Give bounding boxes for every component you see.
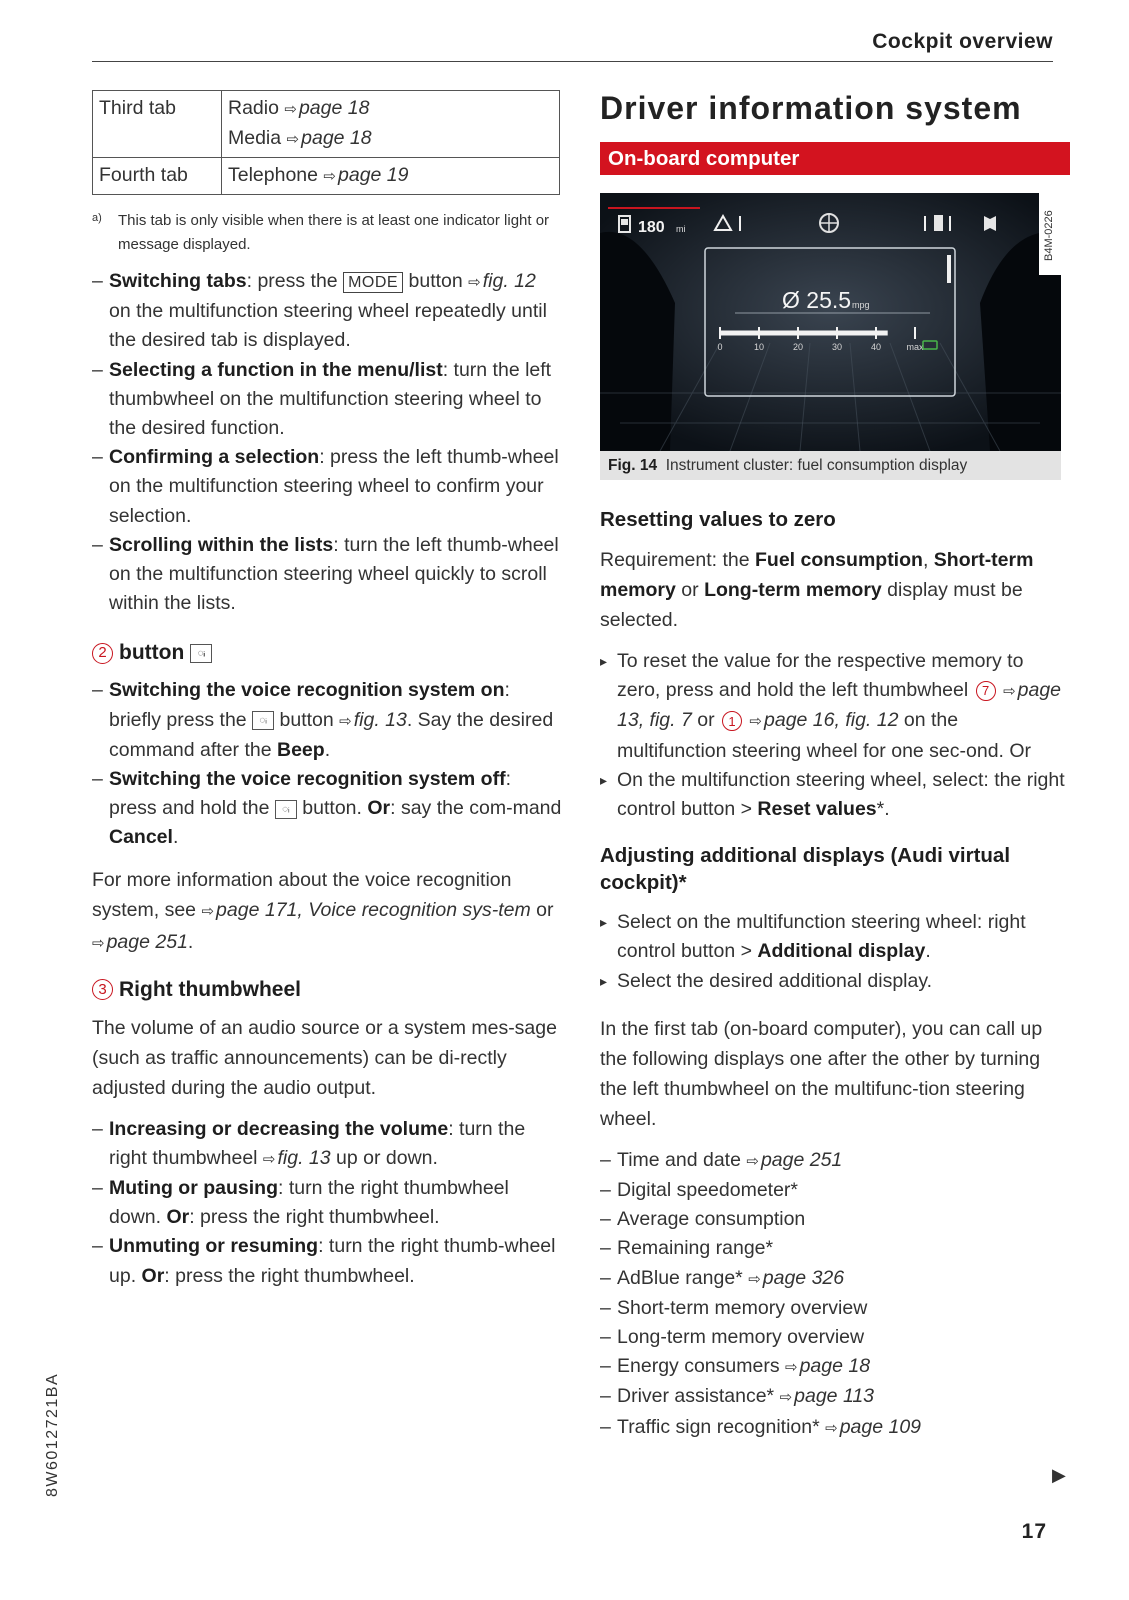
list-item: – Remaining range* xyxy=(600,1234,1070,1263)
list-item: ▸ Select on the multifunction steering wheel: right control button > Additional display. xyxy=(600,908,1070,966)
table-cell-functions xyxy=(222,91,560,158)
continue-arrow-icon: ▶ xyxy=(1052,1465,1066,1485)
page-reference[interactable]: ⇨ page 16, fig. 12 xyxy=(749,709,899,732)
function-label: Telephone xyxy=(228,164,318,186)
mode-key-icon: MODE xyxy=(343,272,403,293)
scale-label: 40 xyxy=(870,342,882,352)
arrow-right-icon: ⇨ xyxy=(284,101,297,118)
page-reference[interactable]: ⇨ page 18 xyxy=(284,97,370,119)
figure-reference[interactable]: ⇨ fig. 13 xyxy=(262,1146,331,1169)
page-reference[interactable]: ⇨ page 19 xyxy=(323,164,409,186)
list-item: – Digital speedometer* xyxy=(600,1176,1070,1205)
function-label: Media xyxy=(228,127,282,149)
page-reference[interactable]: ⇨ page 171, Voice recognition sys-tem xyxy=(201,898,531,921)
consumption-value: Ø 25.5 xyxy=(782,287,852,313)
figure-reference[interactable]: ⇨ fig. 13 xyxy=(339,708,407,731)
arrow-right-icon: ⇨ xyxy=(746,1152,759,1170)
list-item: – Energy consumers ⇨ page 18 xyxy=(600,1352,1070,1382)
arrow-right-icon: ⇨ xyxy=(468,274,481,291)
scale-label: 0 xyxy=(717,342,723,352)
right-column xyxy=(600,90,1070,1443)
volume-list xyxy=(92,1115,562,1291)
running-header: Cockpit overview xyxy=(872,30,1053,53)
figure-fuel-consumption xyxy=(600,193,1061,480)
list-item: – Scrolling within the lists: turn the left thumb-wheel on the multifunction steering wheel quickly to scroll within the lists. xyxy=(92,531,562,619)
figure-reference[interactable]: ⇨ fig. 12 xyxy=(468,270,536,292)
phone-icon xyxy=(934,215,943,231)
list-item: – Confirming a selection: press the left thumb-wheel on the multifunction steering wheel to confirm your selection. xyxy=(92,443,562,531)
page-reference[interactable]: ⇨ page 18 xyxy=(785,1355,871,1378)
page-reference[interactable]: ⇨ page 109 xyxy=(825,1415,922,1438)
voice-button-icon: ◌ᵢ xyxy=(252,711,274,730)
instrument-cluster-image xyxy=(600,193,1061,451)
list-item: ▸ To reset the value for the respective memory to zero, press and hold the left thumbwheel 7 ⇨ page 13, fig. 7 or 1 ⇨ page 16, fig. 12 on the multifunction steering wheel for one sec-ond. Or xyxy=(600,647,1070,766)
callout-number-icon: 3 xyxy=(92,979,113,1000)
list-item: – Time and date ⇨ page 251 xyxy=(600,1146,1070,1176)
list-item: – Switching tabs: press the MODE button ⇨ fig. 12 on the multifunction steering wheel repeatedly until the desired tab is displayed. xyxy=(92,267,562,356)
page-reference[interactable]: ⇨ page 326 xyxy=(748,1266,845,1289)
scale-label: 20 xyxy=(792,342,804,352)
arrow-right-icon: ⇨ xyxy=(92,934,105,952)
footnote-mark: a) xyxy=(92,212,102,224)
arrow-right-icon: ⇨ xyxy=(779,1389,793,1407)
arrow-right-icon: ⇨ xyxy=(286,131,300,148)
range-unit: mi xyxy=(676,224,686,234)
list-item: – Long-term memory overview xyxy=(600,1323,1070,1352)
voice-more-info: For more information about the voice recognition system, see ⇨ page 171, Voice recognition sys-tem or ⇨ page 251. xyxy=(92,868,554,953)
arrow-right-icon: ⇨ xyxy=(201,902,215,920)
callout-number-icon: 2 xyxy=(92,643,113,664)
page-reference[interactable]: ⇨ page 251 xyxy=(746,1148,843,1171)
arrow-right-icon: ⇨ xyxy=(749,713,762,731)
page-number: 17 xyxy=(1021,1520,1047,1543)
table-footnote xyxy=(92,209,562,257)
section-title: Driver information system xyxy=(600,90,1022,126)
button-section-heading: 2 button ◌ᵢ xyxy=(92,638,562,668)
table-row xyxy=(93,91,560,158)
left-column xyxy=(92,90,562,1291)
arrow-right-icon: ⇨ xyxy=(825,1419,838,1437)
tabs-table xyxy=(92,90,560,195)
list-item: – Selecting a function in the menu/list: turn the left thumbwheel on the multifunction steering wheel to the desired function. xyxy=(92,356,562,444)
document-code: 8W6012721BA xyxy=(44,1372,61,1497)
table-row xyxy=(93,158,560,195)
page-reference[interactable]: ⇨ page 251 xyxy=(92,930,188,953)
instrument-cluster-illustration xyxy=(600,193,1061,451)
thumbwheel-section-heading: 3 Right thumbwheel xyxy=(92,975,562,1005)
list-item: – Short-term memory overview xyxy=(600,1294,1070,1323)
list-item: – Average consumption xyxy=(600,1205,1070,1234)
voice-list xyxy=(92,676,562,852)
list-item: – Unmuting or resuming: turn the right thumb-wheel up. Or: press the right thumbwheel. xyxy=(92,1232,562,1290)
list-item: – Switching the voice recognition system on: briefly press the ◌ᵢ button ⇨ fig. 13. Say the desired command after the Beep. xyxy=(92,676,562,765)
list-item: – Driver assistance* ⇨ page 113 xyxy=(600,1382,1070,1412)
image-code-box: B4M-0226 xyxy=(1039,193,1061,275)
adjusting-steps xyxy=(600,908,1070,996)
additional-displays-list xyxy=(600,1146,1070,1443)
figure-caption: Fig. 14 Instrument cluster: fuel consumption display xyxy=(600,451,1061,480)
arrow-right-icon: ⇨ xyxy=(785,1359,798,1377)
section-bar: On-board computer xyxy=(600,142,1070,175)
list-item: – Increasing or decreasing the volume: turn the right thumbwheel ⇨ fig. 13 up or down. xyxy=(92,1115,562,1174)
list-item: – AdBlue range* ⇨ page 326 xyxy=(600,1264,1070,1294)
consumption-unit: mpg xyxy=(852,300,870,310)
footnote-text: This tab is only visible when there is at least one indicator light or message displayed. xyxy=(118,212,550,253)
callout-number-icon: 1 xyxy=(722,711,742,731)
header-rule xyxy=(92,61,1053,62)
list-item: – Switching the voice recognition system off: press and hold the ◌ᵢ button. Or: say the com-mand Cancel. xyxy=(92,765,562,853)
scale-label: 30 xyxy=(831,342,843,352)
tab-operation-list xyxy=(92,267,562,618)
table-cell-functions xyxy=(222,158,560,195)
thumbwheel-intro: The volume of an audio source or a system mes-sage (such as traffic announcements) can be di-rectly adjusted during the audio output. xyxy=(92,1016,557,1099)
resetting-heading: Resetting values to zero xyxy=(600,508,836,531)
table-cell-tab: Fourth tab xyxy=(93,158,222,195)
page-reference[interactable]: ⇨ page 13, fig. 7 xyxy=(617,679,1062,732)
voice-button-icon: ◌ᵢ xyxy=(190,644,212,663)
list-item: ▸ On the multifunction steering wheel, select: the right control button > Reset values*. xyxy=(600,766,1070,824)
arrow-right-icon: ⇨ xyxy=(748,1270,761,1288)
arrow-right-icon: ⇨ xyxy=(339,712,352,730)
scale-label: 10 xyxy=(753,342,765,352)
displays-intro: In the first tab (on-board computer), you can call up the following displays one after the other by turning the left thumbwheel on the multifunc-tion steering wheel. xyxy=(600,1017,1043,1130)
resetting-steps xyxy=(600,647,1070,824)
page-reference[interactable]: ⇨ page 18 xyxy=(286,127,372,149)
list-item: – Traffic sign recognition* ⇨ page 109 xyxy=(600,1413,1070,1443)
page-reference[interactable]: ⇨ page 113 xyxy=(779,1385,875,1408)
table-cell-tab: Third tab xyxy=(93,91,222,158)
range-value: 180 xyxy=(638,219,665,236)
voice-button-icon: ◌ᵢ xyxy=(275,800,297,819)
resetting-requirement: Requirement: the Fuel consumption, Short-term memory or Long-term memory display must be selected. xyxy=(600,549,1034,631)
function-label: Radio xyxy=(228,97,279,119)
list-item: ▸ Select the desired additional display. xyxy=(600,967,1070,996)
arrow-right-icon: ⇨ xyxy=(1003,683,1016,701)
scale-label: max xyxy=(906,342,924,352)
arrow-right-icon: ⇨ xyxy=(262,1150,276,1168)
callout-number-icon: 7 xyxy=(976,681,996,701)
adjusting-heading: Adjusting additional displays (Audi virtual cockpit)* xyxy=(600,844,1011,895)
arrow-right-icon: ⇨ xyxy=(323,168,336,185)
list-item: – Muting or pausing: turn the right thumbwheel down. Or: press the right thumbwheel. xyxy=(92,1174,562,1232)
